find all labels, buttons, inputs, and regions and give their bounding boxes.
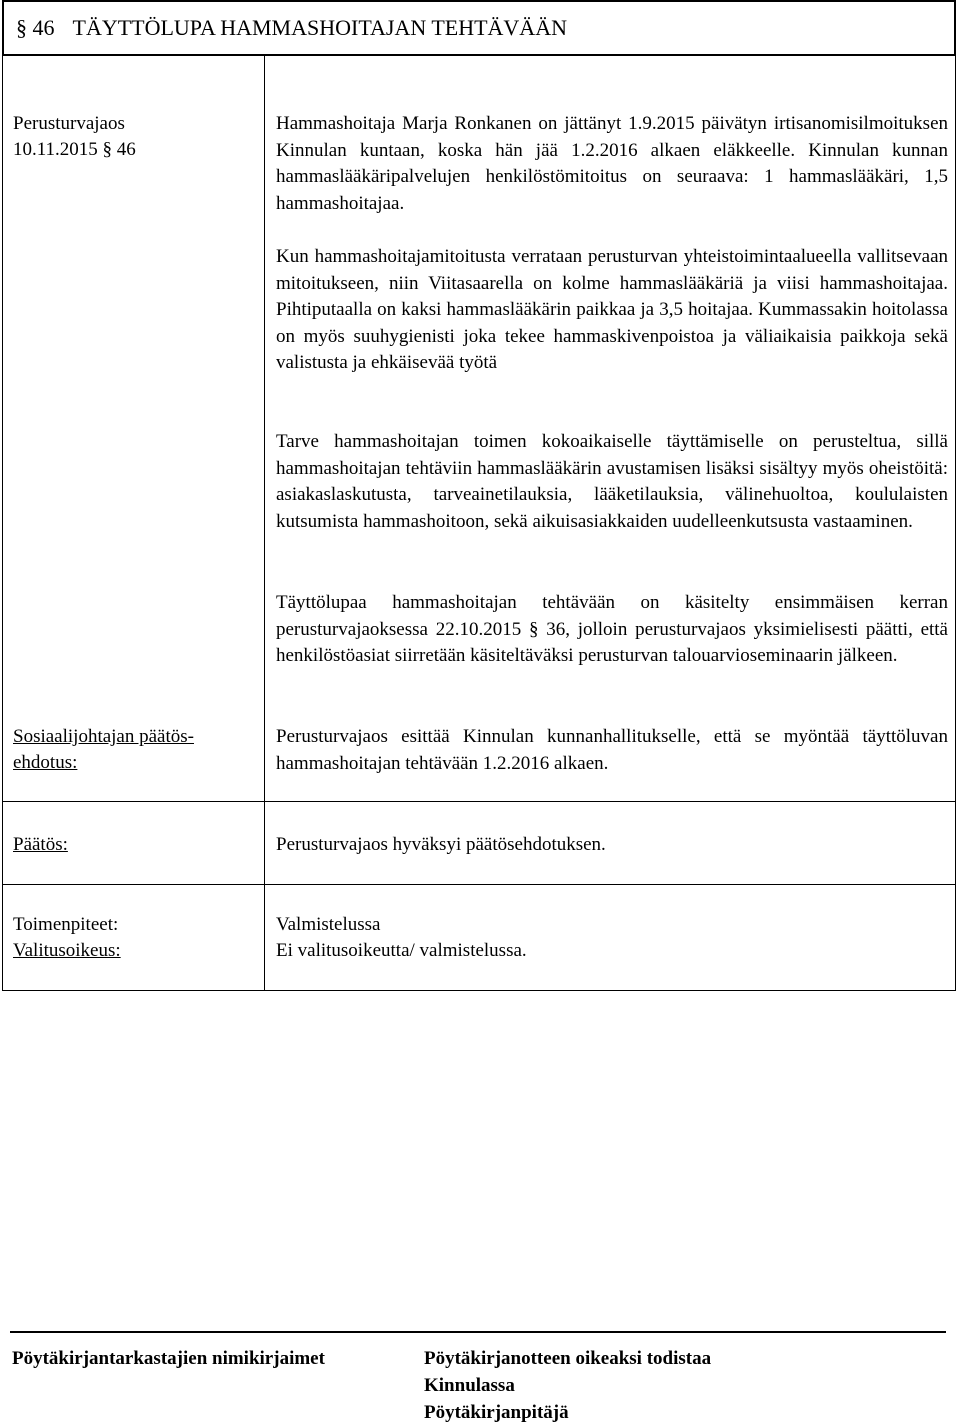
body-paragraph-1: [276, 111, 948, 217]
section-header: [2, 0, 956, 56]
footer-certified: Pöytäkirjanotteen oikeaksi todistaa: [424, 1348, 712, 1369]
appeal-label: Valitusoikeus:: [13, 940, 121, 961]
meta-date-section: 10.11.2015 § 46: [13, 139, 136, 160]
measures-value: Valmistelussa: [276, 914, 381, 935]
footer-place: Kinnulassa: [424, 1375, 515, 1396]
body-paragraph-2: [276, 244, 948, 377]
paragraph-text: Tarve hammashoitajan toimen kokoaikaiselle täyttämiselle on perusteltua, sillä hammashoitajan tehtäviin hammaslääkärin avustamisen lisäksi sisältyy myös oheistöitä: asiakaslaskutusta, tarveainetilauksia, lääketilauksia, välinehuoltoa, koululaisten kutsumista hammashoitoon, sekä aikuisasiakkaiden uudelleenkutsusta vastaaminen.: [276, 431, 948, 532]
meta-body: Perusturvajaos: [13, 113, 125, 134]
row-divider-proposal: [3, 801, 955, 802]
minutes-table: [2, 56, 956, 991]
measures-label: Toimenpiteet:: [13, 914, 119, 935]
proposal-text: Perusturvajaos esittää Kinnulan kunnanhallitukselle, että se myöntää täyttöluvan hammashoitajan tehtävään 1.2.2016 alkaen.: [276, 726, 948, 774]
paragraph-text: Täyttölupaa hammashoitajan tehtävään on käsitelty ensimmäisen kerran perusturvajaoksessa 22.10.2015 § 36, jolloin perusturvajaos yksimielisesti päätti, että henkilöstöasiat siirretään käsiteltäväksi perusturvan talouarvioseminaarin jälkeen.: [276, 592, 948, 666]
footer-rule: [10, 1331, 946, 1333]
proposal-label-line2: ehdotus:: [13, 752, 78, 773]
proposal-label-line1: Sosiaalijohtajan päätös-: [13, 726, 194, 747]
row-divider-decision: [3, 884, 955, 885]
body-paragraph-3: [276, 429, 948, 535]
decision-label: Päätös:: [13, 834, 68, 855]
column-divider: [264, 56, 265, 990]
footer-signatures: Pöytäkirjantarkastajien nimikirjaimet: [12, 1348, 325, 1369]
paragraph-text: Hammashoitaja Marja Ronkanen on jättänyt 1.9.2015 päivätyn irtisanomisilmoituksen Kinnulan kuntaan, koska hän jää 1.2.2016 alkaen eläkkeelle. Kinnulan kunnan hammaslääkäripalvelujen henkilöstömitoitus on seuraava: 1 hammaslääkäri, 1,5 hammashoitajaa.: [276, 113, 948, 214]
paragraph-text: Kun hammashoitajamitoitusta verrataan perusturvan yhteistoimintaalueella vallitsevaan mitoitukseen, niin Viitasaarella on kolme hammaslääkäriä ja viisi hammashoitajaa. Pihtiputaalla on kaksi hammaslääkärin paikkaa ja 3,5 hoitajaa. Kummassakin hoitolassa on myös suuhygienisti joka tekee hammaskivenpoistoa ja väliaikaisia paikkoja sekä valistusta ja ehkäisevää työtä: [276, 246, 948, 373]
footer-keeper: Pöytäkirjanpitäjä: [424, 1402, 569, 1423]
decision-text: Perusturvajaos hyväksyi päätösehdotuksen.: [276, 834, 606, 855]
appeal-value: Ei valitusoikeutta/ valmistelussa.: [276, 940, 527, 961]
section-number: § 46: [16, 15, 55, 40]
body-paragraph-4: [276, 590, 948, 670]
section-title: TÄYTTÖLUPA HAMMASHOITAJAN TEHTÄVÄÄN: [72, 15, 567, 40]
